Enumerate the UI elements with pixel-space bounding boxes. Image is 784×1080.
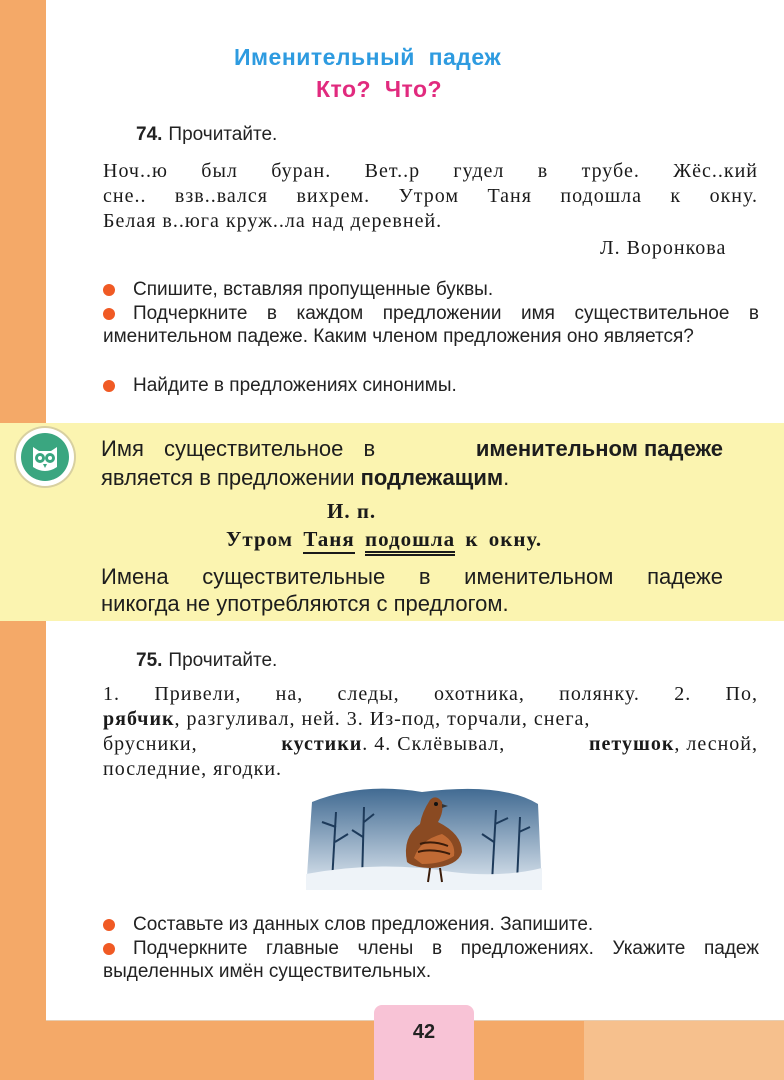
rule-line-3: Имена существительные в именительном падеже	[101, 564, 723, 589]
bullet-icon	[103, 308, 115, 320]
bullet-icon	[103, 943, 115, 955]
task-text: Подчеркните главные члены в предложениях. Укажите падеж выделенных имён существительных.	[103, 938, 759, 982]
rule-example	[226, 527, 542, 552]
bold-word: кустики	[281, 733, 363, 755]
exercise-75-line-3	[103, 733, 758, 756]
page-number-tab	[374, 1005, 474, 1080]
task-text: Подчеркните в каждом предложении имя существительное в именительном падеже. Каким членом предложения оно является?	[103, 303, 759, 347]
exercise-75-task-1	[103, 913, 759, 936]
rule-line-2	[101, 465, 509, 491]
rule-line-4: никогда не употребляются с предлогом.	[101, 591, 509, 616]
page-number: 42	[412, 1021, 436, 1043]
exercise-75-task-2	[103, 937, 759, 983]
bold-word: петушок	[588, 733, 675, 755]
plain-words: , лесной,	[674, 733, 758, 755]
rule-line-1	[101, 436, 723, 462]
exercise-74-task-3	[103, 374, 759, 397]
exercise-75-line-2	[103, 708, 758, 731]
example-word: Утром	[226, 527, 294, 551]
exercise-74-task-1	[103, 278, 759, 301]
rule-text-part: .	[503, 465, 510, 490]
bold-word: рябчик	[103, 708, 175, 730]
exercise-instruction: Прочитайте.	[168, 650, 278, 671]
exercise-74-line-2: сне.. взв..вался вихрем. Утром Таня подошла к окну.	[103, 185, 758, 207]
rule-text-part: Имя существительное в	[101, 436, 376, 461]
exercise-number: 75.	[136, 650, 163, 671]
exercise-75-line-1: 1. Привели, на, следы, охотника, полянку. 2. По,	[103, 683, 758, 705]
page-title: Именительный падеж	[234, 44, 502, 70]
rule-bold-term: именительном падеже	[475, 436, 723, 461]
owl-logo-icon	[16, 428, 74, 486]
example-predicate: подошла	[365, 527, 455, 556]
plain-words: брусники,	[103, 733, 198, 755]
exercise-74-line-1: Ноч..ю был буран. Вет..р гудел в трубе. Жёс..кий	[103, 160, 758, 182]
bullet-icon	[103, 919, 115, 931]
example-subject: Таня	[303, 527, 354, 554]
task-text: Составьте из данных слов предложения. Запишите.	[133, 914, 594, 935]
bullet-icon	[103, 380, 115, 392]
exercise-74-task-2	[103, 302, 759, 348]
exercise-75-header	[136, 650, 277, 672]
rule-bold-term: подлежащим	[360, 465, 504, 490]
plain-words: , разгуливал, ней. 3. Из-под, торчали, снега,	[174, 708, 591, 730]
task-text: Спишите, вставляя пропущенные буквы.	[133, 279, 494, 300]
grouse-illustration	[302, 782, 546, 892]
page-subtitle: Кто? Что?	[316, 76, 443, 102]
rule-text-part: является в предложении	[101, 465, 355, 490]
exercise-instruction: Прочитайте.	[168, 124, 278, 145]
exercise-number: 74.	[136, 124, 163, 145]
exercise-74-author: Л. Воронкова	[600, 237, 727, 259]
exercise-74-line-3: Белая в..юга круж..ла над деревней.	[103, 210, 443, 232]
plain-words: . 4. Склёвывал,	[362, 733, 506, 755]
case-label: И. п.	[327, 499, 377, 523]
example-word: к окну.	[465, 527, 543, 551]
bullet-icon	[103, 284, 115, 296]
task-text: Найдите в предложениях синонимы.	[133, 375, 457, 396]
exercise-74-header	[136, 124, 277, 146]
exercise-75-line-4: последние, ягодки.	[103, 758, 283, 780]
